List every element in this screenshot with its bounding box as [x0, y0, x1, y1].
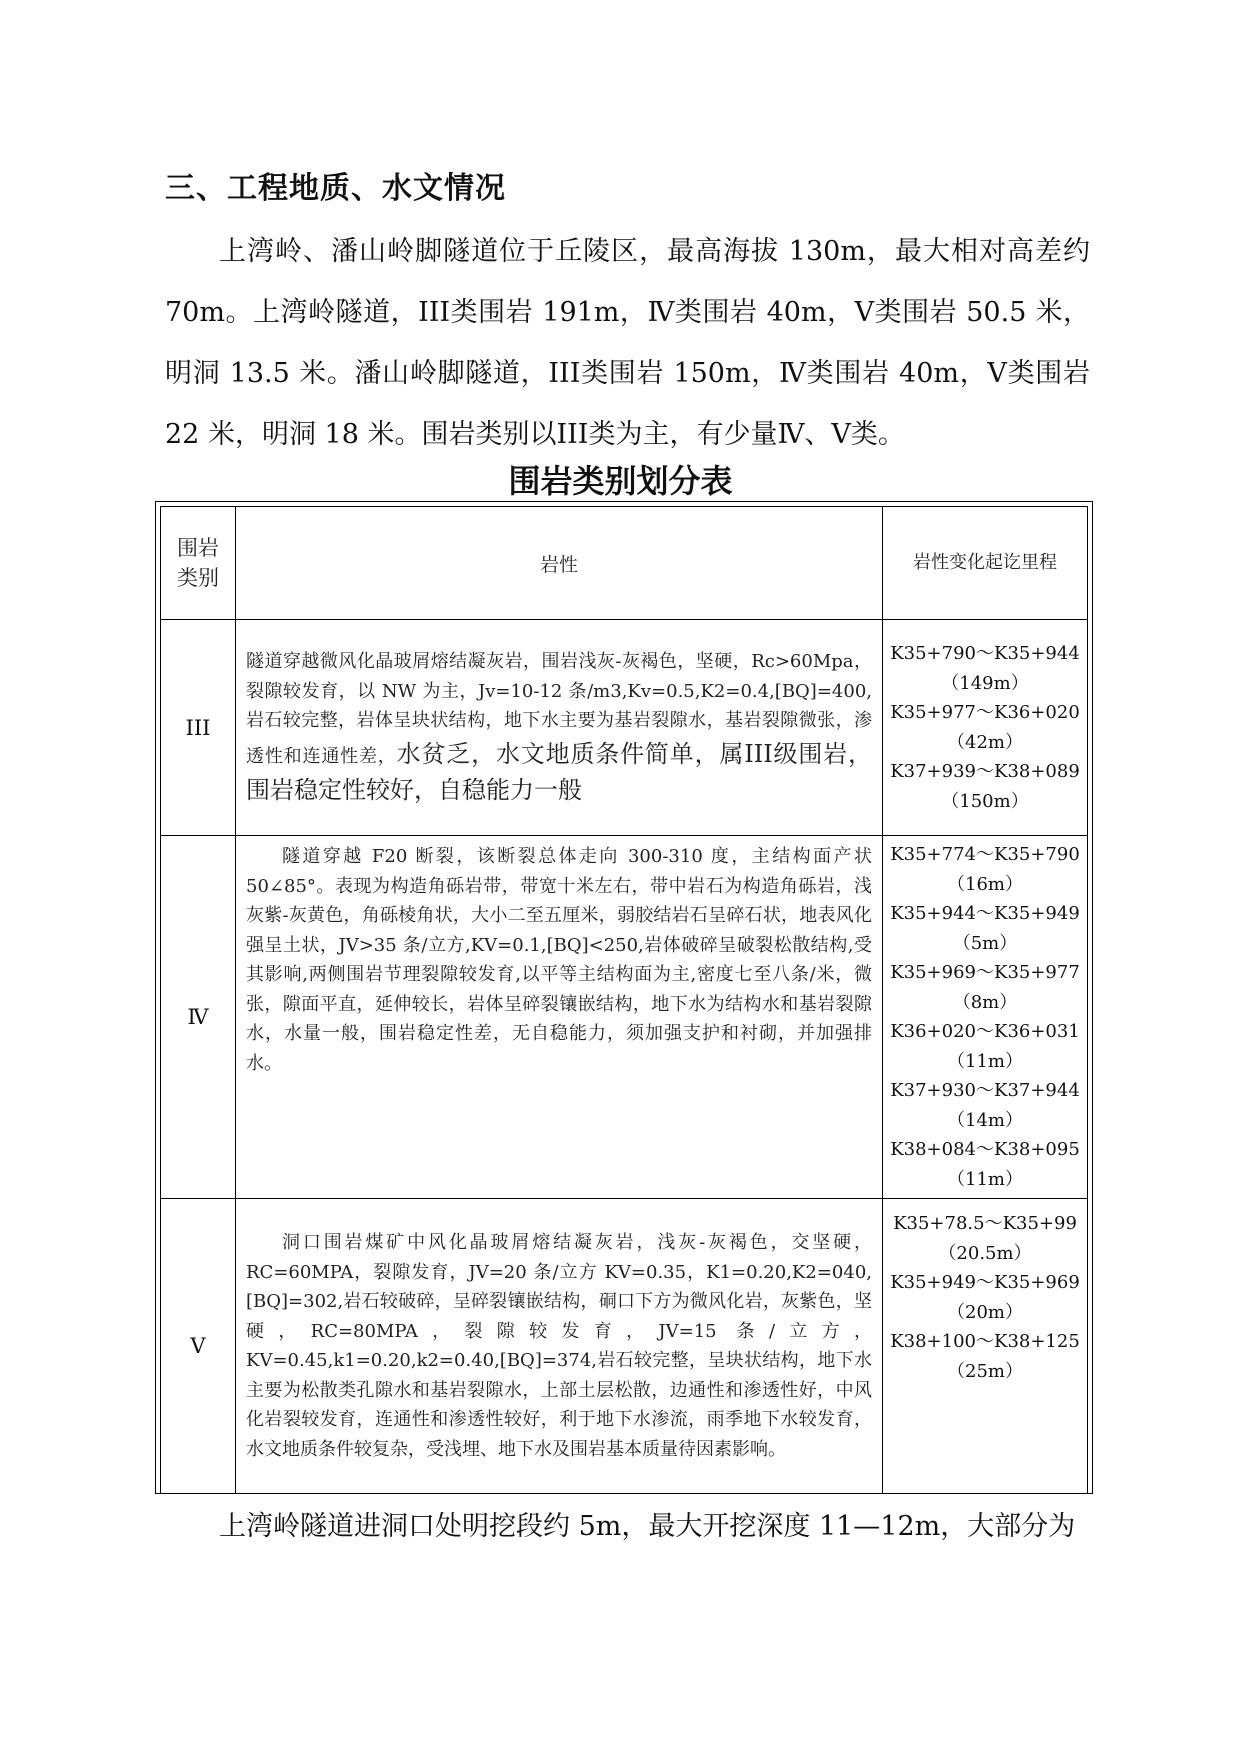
range-line: K37+939～K38+089: [890, 761, 1080, 782]
range-line: K35+944～K35+949: [890, 903, 1080, 924]
table-row: [161, 620, 1088, 836]
row-description-text: 洞口围岩煤矿中风化晶玻屑熔结凝灰岩，浅灰-灰褐色，交坚硬，RC=60MPA，裂隙发育，JV=20 条/立方 KV=0.35，K1=0.20,K2=040,[BQ]=302,岩石较破碎，呈碎裂镶嵌结构，硐口下方为微风化岩，灰紫色，坚硬，RC=80MPA，裂隙较发育，JV=15 条/立方，KV=0.45,k1=0.20,k2=0.40,[BQ]=374,岩石较完整，呈块状结构，地下水主要为松散类孔隙水和基岩裂隙水，上部土层松散，边通性和渗透性好，中风化岩裂较发育，连通性和渗透性较好，利于地下水渗流，雨季地下水较发育，水文地质条件较复杂，受浅埋、地下水及围岩基本质量待因素影响。: [246, 1232, 872, 1460]
row-description-cell: [236, 1199, 883, 1494]
range-line: （11m）: [947, 1168, 1023, 1190]
range-line: K35+78.5～K35+99: [893, 1213, 1077, 1234]
row-class-cell: Ⅳ: [161, 836, 236, 1199]
range-line: K38+100～K38+125: [890, 1331, 1080, 1352]
range-line: K36+020～K36+031: [890, 1021, 1080, 1042]
row-class-cell: III: [161, 620, 236, 836]
range-line: （20m）: [947, 1301, 1023, 1323]
range-line: K35+977～K36+020: [890, 702, 1080, 723]
section-heading: 三、工程地质、水文情况: [165, 171, 506, 206]
rock-classification-table: [160, 506, 1088, 1494]
row-description-text: 隧道穿越 F20 断裂，该断裂总体走向 300-310 度，主结构面产状 50∠85°。表现为构造角砾岩带，带宽十米左右，带中岩石为构造角砾岩，浅灰紫-灰黄色，角砾棱角状，大小二至五厘米，弱胶结岩石呈碎石状，地表风化强呈土状，JV>35 条/立方,KV=0.1,[BQ]<250,岩体破碎呈破裂松散结构,受其影响,两侧围岩节理裂隙较发育,以平等主结构面为主,密度七至八条/米，微张，隙面平直，延伸较长，岩体呈碎裂镶嵌结构，地下水为结构水和基岩裂隙水，水量一般，围岩稳定性差，无自稳能力，须加强支护和衬砌，并加强排水。: [246, 846, 872, 1074]
row-range-cell: [883, 836, 1088, 1199]
range-line: （149m）: [941, 672, 1029, 694]
row-description-cell: [236, 620, 883, 836]
table-title: 围岩类别划分表: [508, 462, 733, 500]
row-description-text: 隧道穿越微风化晶玻屑熔结凝灰岩，围岩浅灰-灰褐色，坚硬，Rc>60Mpa，裂隙较发育，以 NW 为主，Jv=10-12 条/m3,Kv=0.5,K2=0.4,[BQ]=400,岩石较完整，岩体呈块状结构，地下水主要为基岩裂隙水，基岩裂隙微张，渗透性和连通性差，: [246, 651, 872, 767]
range-line: （8m）: [952, 991, 1018, 1013]
header-rock: 岩性: [236, 507, 883, 620]
range-line: K35+969～K35+977: [890, 962, 1080, 983]
range-line: （14m）: [947, 1109, 1023, 1131]
range-line: K35+774～K35+790: [890, 844, 1080, 865]
range-line: （25m）: [947, 1360, 1023, 1382]
header-class-text: 围岩类别: [177, 536, 219, 590]
range-line: （11m）: [947, 1050, 1023, 1072]
header-class: [161, 507, 236, 620]
table-header-row: [161, 507, 1088, 620]
range-line: （16m）: [947, 873, 1023, 895]
range-line: （5m）: [952, 932, 1018, 954]
row-class-cell: Ⅴ: [161, 1199, 236, 1494]
range-line: K37+930～K37+944: [890, 1080, 1080, 1101]
header-range: 岩性变化起讫里程: [883, 507, 1088, 620]
row-description-text-large: 水贫乏，水文地质条件简单，属III级围岩，围岩稳定性较好，自稳能力一般: [246, 739, 872, 804]
intro-paragraph-text: 上湾岭、潘山岭脚隧道位于丘陵区，最高海拔 130m，最大相对高差约 70m。上湾岭隧道，III类围岩 191m，Ⅳ类围岩 40m，Ⅴ类围岩 50.5 米，明洞 13.5 米。潘山岭脚隧道，III类围岩 150m，Ⅳ类围岩 40m，Ⅴ类围岩 22 米，明洞 18 米。围岩类别以III类为主，有少量Ⅳ、Ⅴ类。: [165, 236, 1090, 450]
row-description-cell: [236, 836, 883, 1199]
row-range-cell: [883, 1199, 1088, 1494]
continuation-paragraph-text: 上湾岭隧道进洞口处明挖段约 5m，最大开挖深度 11—12m，大部分为: [219, 1511, 1076, 1542]
range-line: （150m）: [941, 790, 1029, 812]
table-row: [161, 836, 1088, 1199]
range-line: K35+949～K35+969: [890, 1272, 1080, 1293]
row-range-cell: [883, 620, 1088, 836]
range-line: （20.5m）: [938, 1242, 1032, 1264]
continuation-paragraph: [165, 1496, 1090, 1557]
range-line: K35+790～K35+944: [890, 643, 1080, 664]
range-line: （42m）: [947, 731, 1023, 753]
table-row: [161, 1199, 1088, 1494]
rock-classification-table-frame: [155, 501, 1093, 1494]
range-line: K38+084～K38+095: [890, 1139, 1080, 1160]
intro-paragraph: [165, 221, 1090, 465]
